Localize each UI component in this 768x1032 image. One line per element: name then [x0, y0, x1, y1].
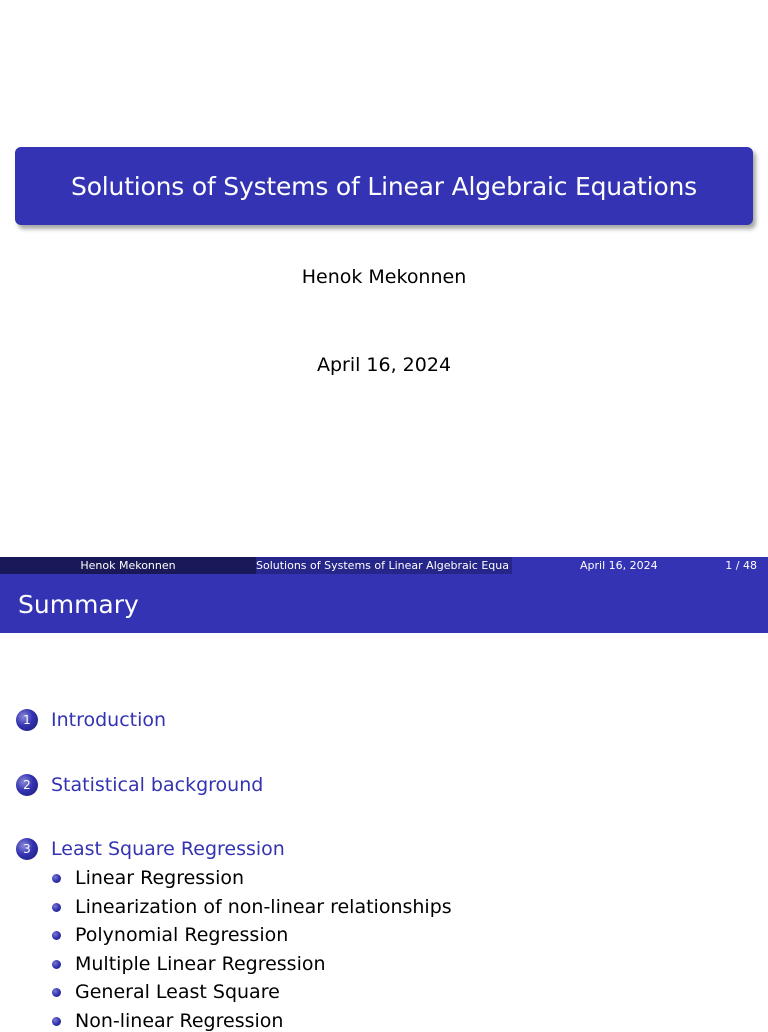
- section-number-ball: 3: [16, 838, 38, 860]
- toc-subsection-non-linear-regression[interactable]: [52, 1010, 283, 1032]
- toc-subsection-link[interactable]: Linear Regression: [75, 867, 245, 889]
- footer-right-block: [512, 557, 768, 574]
- bullet-icon: [52, 1017, 61, 1026]
- footer-date: April 16, 2024: [580, 559, 658, 572]
- toc-subsection-link[interactable]: Linearization of non-linear relationships: [75, 896, 452, 918]
- bullet-icon: [52, 960, 61, 969]
- section-number-ball: 1: [16, 709, 38, 731]
- toc-subsection-link[interactable]: Non-linear Regression: [75, 1010, 284, 1032]
- presentation-title: Solutions of Systems of Linear Algebraic Equations: [71, 171, 697, 201]
- bullet-icon: [52, 988, 61, 997]
- toc-section-introduction[interactable]: [16, 709, 166, 731]
- footer-author: Henok Mekonnen: [0, 557, 256, 574]
- toc-section-least-square-regression[interactable]: [16, 838, 285, 860]
- frame-title: Summary: [18, 590, 139, 619]
- toc-subsection-link[interactable]: General Least Square: [75, 981, 280, 1003]
- presentation-date: April 16, 2024: [316, 354, 452, 376]
- toc-subsection-general-least-square[interactable]: [52, 981, 280, 1003]
- toc-subsection-multiple-linear-regression[interactable]: [52, 953, 326, 975]
- toc-section-link[interactable]: Least Square Regression: [51, 838, 285, 860]
- footer-short-title: Solutions of Systems of Linear Algebraic Equa: [256, 557, 512, 574]
- bullet-icon: [52, 903, 61, 912]
- toc-subsection-linear-regression[interactable]: [52, 867, 244, 889]
- toc-subsection-linearization[interactable]: [52, 896, 452, 918]
- toc-section-link[interactable]: Introduction: [51, 709, 167, 731]
- slide-footer: [0, 557, 768, 574]
- footer-page-number: 1 / 48: [725, 559, 757, 572]
- bullet-icon: [52, 874, 61, 883]
- frame-title-bar: [0, 574, 768, 633]
- table-of-contents: [0, 633, 768, 1032]
- toc-subsection-link[interactable]: Multiple Linear Regression: [75, 953, 326, 975]
- author-name: Henok Mekonnen: [301, 266, 467, 288]
- section-number-ball: 2: [16, 774, 38, 796]
- toc-section-statistical-background[interactable]: [16, 774, 263, 796]
- bullet-icon: [52, 931, 61, 940]
- toc-subsection-polynomial-regression[interactable]: [52, 924, 288, 946]
- toc-section-link[interactable]: Statistical background: [51, 774, 264, 796]
- toc-subsection-link[interactable]: Polynomial Regression: [75, 924, 289, 946]
- title-box: [15, 147, 753, 225]
